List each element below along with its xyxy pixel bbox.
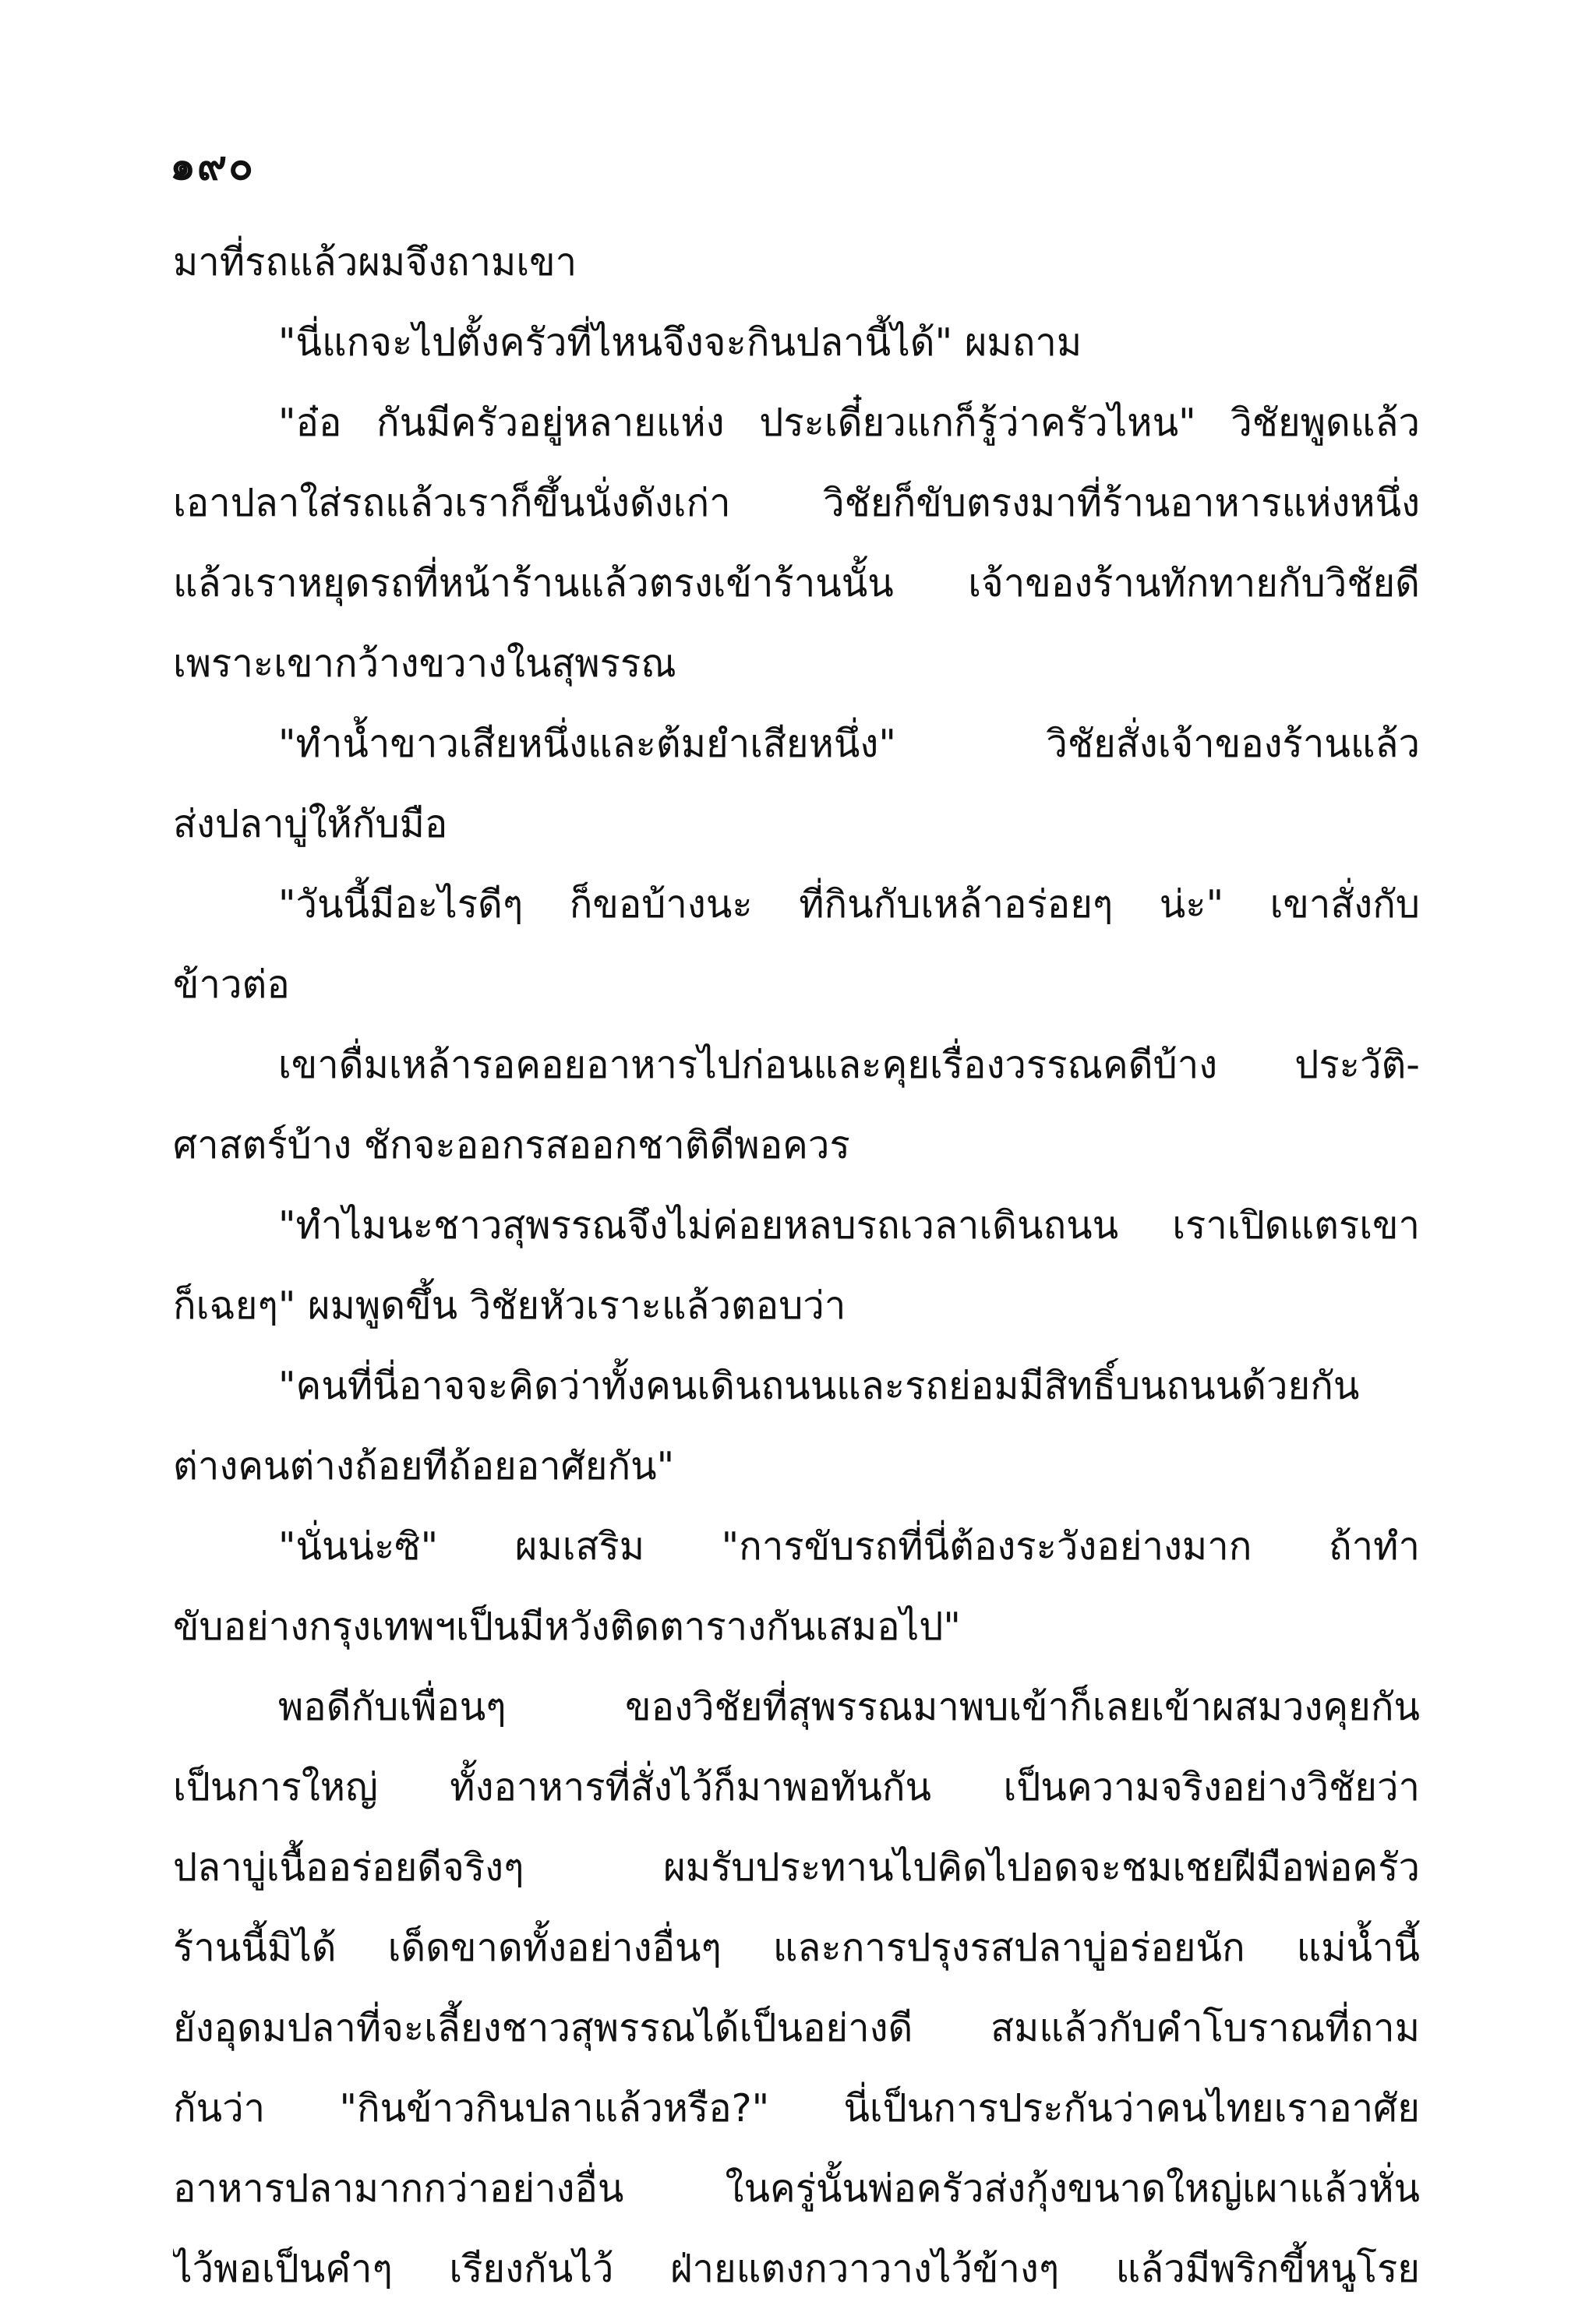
text-line: ร้านนี้มิได้ เด็ดขาดทั้งอย่างอื่นๆ และการปรุงรสปลาบู่อร่อยนัก แม่น้ำนี้ [173, 1926, 1420, 1970]
text-line: กันว่า "กินข้าวกินปลาแล้วหรือ?" นี่เป็นการประกันว่าคนไทยเราอาศัย [173, 2086, 1420, 2131]
text-line: ไว้พอเป็นคำๆ เรียงกันไว้ ฝ่ายแตงกวาวางไว้ข้างๆ แล้วมีพริกขี้หนูโรย [173, 2247, 1420, 2291]
body-text [173, 222, 1420, 2309]
text-line: "คนที่นี่อาจจะคิดว่าทั้งคนเดินถนนและรถย่อมมีสิทธิ์บนถนนด้วยกัน [278, 1364, 1360, 1408]
text-line: ก็เฉยๆ" ผมพูดขึ้น วิชัยหัวเราะแล้วตอบว่า [173, 1283, 846, 1328]
text-line: เพราะเขากว้างขวางในสุพรรณ [173, 641, 676, 686]
text-line: "อ๋อ กันมีครัวอยู่หลายแห่ง ประเดี๋ยวแกก็รู้ว่าครัวไหน" วิชัยพูดแล้ว [278, 401, 1420, 445]
text-line: "ทำน้ำขาวเสียหนึ่งและต้มยำเสียหนึ่ง" วิชัยสั่งเจ้าของร้านแล้ว [278, 722, 1420, 766]
text-line: ศาสตร์บ้าง ชักจะออกรสออกชาติดีพอควร [173, 1123, 850, 1167]
text-line: ส่งปลาบู่ให้กับมือ [173, 802, 448, 846]
text-line: "วันนี้มีอะไรดีๆ ก็ขอบ้างนะ ที่กินกับเหล้าอร่อยๆ น่ะ" เขาสั่งกับ [278, 882, 1420, 927]
text-line: ขับอย่างกรุงเทพฯเป็นมีหวังติดตารางกันเสมอไป" [173, 1605, 961, 1649]
text-line: อาหารปลามากกว่าอย่างอื่น ในครู่นั้นพ่อครัวส่งกุ้งขนาดใหญ่เผาแล้วหั่น [173, 2166, 1420, 2211]
text-line: เป็นการใหญ่ ทั้งอาหารที่สั่งไว้ก็มาพอทันกัน เป็นความจริงอย่างวิชัยว่า [173, 1765, 1420, 1809]
text-line: พอดีกับเพื่อนๆ ของวิชัยที่สุพรรณมาพบเข้าก็เลยเข้าผสมวงคุยกัน [278, 1685, 1420, 1729]
text-line: เขาดื่มเหล้ารอคอยอาหารไปก่อนและคุยเรื่องวรรณคดีบ้าง ประวัติ- [278, 1043, 1420, 1087]
text-line: "ทำไมนะชาวสุพรรณจึงไม่ค่อยหลบรถเวลาเดินถนน เราเปิดแตรเขา [278, 1203, 1420, 1248]
page-number: ๑๙๐ [170, 143, 255, 189]
text-line: ต่างคนต่างถ้อยทีถ้อยอาศัยกัน" [173, 1444, 675, 1488]
text-line: "นั่นน่ะซิ" ผมเสริม "การขับรถที่นี่ต้องระวังอย่างมาก ถ้าทำ [278, 1524, 1420, 1569]
text-line: ข้าวต่อ [173, 962, 290, 1007]
text-line: ปลาบู่เนื้ออร่อยดีจริงๆ ผมรับประทานไปคิดไปอดจะชมเชยฝีมือพ่อครัว [173, 1845, 1420, 1890]
text-line: เอาปลาใส่รถแล้วเราก็ขึ้นนั่งดังเก่า วิชัยก็ขับตรงมาที่ร้านอาหารแห่งหนึ่ง [173, 481, 1420, 525]
text-line: แล้วเราหยุดรถที่หน้าร้านแล้วตรงเข้าร้านนั้น เจ้าของร้านทักทายกับวิชัยดี [173, 561, 1420, 605]
text-line: "นี่แกจะไปตั้งครัวที่ไหนจึงจะกินปลานี้ได้" ผมถาม [278, 320, 1082, 365]
text-line: มาที่รถแล้วผมจึงถามเขา [173, 240, 577, 284]
text-line: ยังอุดมปลาที่จะเลี้ยงชาวสุพรรณได้เป็นอย่างดี สมแล้วกับคำโบราณที่ถาม [173, 2006, 1420, 2050]
